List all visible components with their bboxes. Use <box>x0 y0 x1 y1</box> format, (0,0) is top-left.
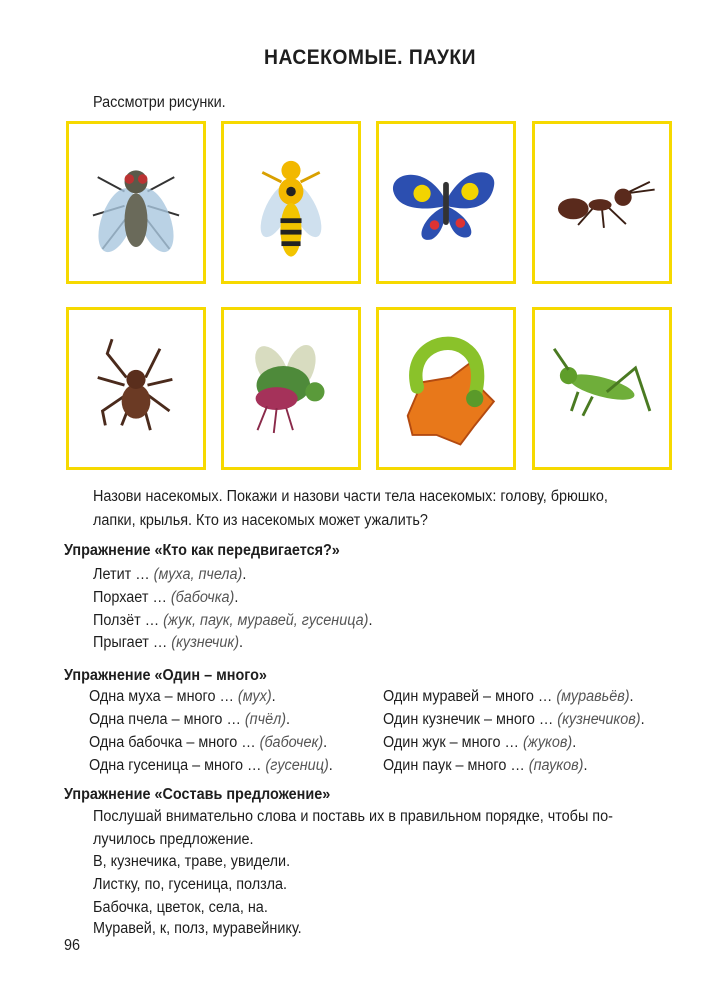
picture-butterfly <box>376 121 516 284</box>
fly-icon <box>69 124 203 281</box>
ex2-right-item: Один кузнечик – много … (кузнечиков). <box>383 711 645 728</box>
ex2-left-item: Одна муха – много … (мух). <box>89 688 276 705</box>
caterpillar-icon <box>379 310 513 467</box>
page-title: НАСЕКОМЫЕ. ПАУКИ <box>264 46 476 69</box>
intro-text: Рассмотри рисунки. <box>93 94 226 111</box>
picture-grasshopper <box>532 307 672 470</box>
task-line-1: Назови насекомых. Покажи и назови части тела насекомых: голову, брюшко, <box>93 488 608 505</box>
picture-beetle <box>221 307 361 470</box>
task-line-2: лапки, крылья. Кто из насекомых может ужалить? <box>93 512 428 529</box>
ex1-item: Порхает … (бабочка). <box>93 589 239 606</box>
ex2-left-item: Одна пчела – много … (пчёл). <box>89 711 291 728</box>
spider-icon <box>69 310 203 467</box>
ex2-right-item: Один жук – много … (жуков). <box>383 734 577 751</box>
picture-spider <box>66 307 206 470</box>
exercise-1-heading: Упражнение «Кто как передвигается?» <box>64 542 340 559</box>
butterfly-icon <box>379 124 513 281</box>
ex1-item: Ползёт … (жук, паук, муравей, гусеница). <box>93 612 373 629</box>
page-number: 96 <box>64 937 81 954</box>
beetle-icon <box>224 310 358 467</box>
ex3-item: Муравей, к, полз, муравейнику. <box>93 920 302 937</box>
ex2-right-item: Один муравей – много … (муравьёв). <box>383 688 634 705</box>
picture-caterpillar <box>376 307 516 470</box>
ant-icon <box>535 124 669 281</box>
picture-fly <box>66 121 206 284</box>
ex2-left-item: Одна гусеница – много … (гусениц). <box>89 757 333 774</box>
picture-ant <box>532 121 672 284</box>
grasshopper-icon <box>535 310 669 467</box>
ex1-item: Прыгает … (кузнечик). <box>93 634 244 651</box>
ex3-instruction-2: лучилось предложение. <box>93 831 254 848</box>
bee-icon <box>224 124 358 281</box>
ex3-instruction-1: Послушай внимательно слова и поставь их в правильном порядке, чтобы по- <box>93 808 613 825</box>
ex3-item: Листку, по, гусеница, ползла. <box>93 876 288 893</box>
ex1-item: Летит … (муха, пчела). <box>93 566 247 583</box>
exercise-2-heading: Упражнение «Один – много» <box>64 667 267 684</box>
ex2-left-item: Одна бабочка – много … (бабочек). <box>89 734 328 751</box>
ex2-right-item: Один паук – много … (пауков). <box>383 757 588 774</box>
ex3-item: В, кузнечика, траве, увидели. <box>93 853 291 870</box>
picture-bee <box>221 121 361 284</box>
ex3-item: Бабочка, цветок, села, на. <box>93 899 268 916</box>
exercise-3-heading: Упражнение «Составь предложение» <box>64 786 331 803</box>
